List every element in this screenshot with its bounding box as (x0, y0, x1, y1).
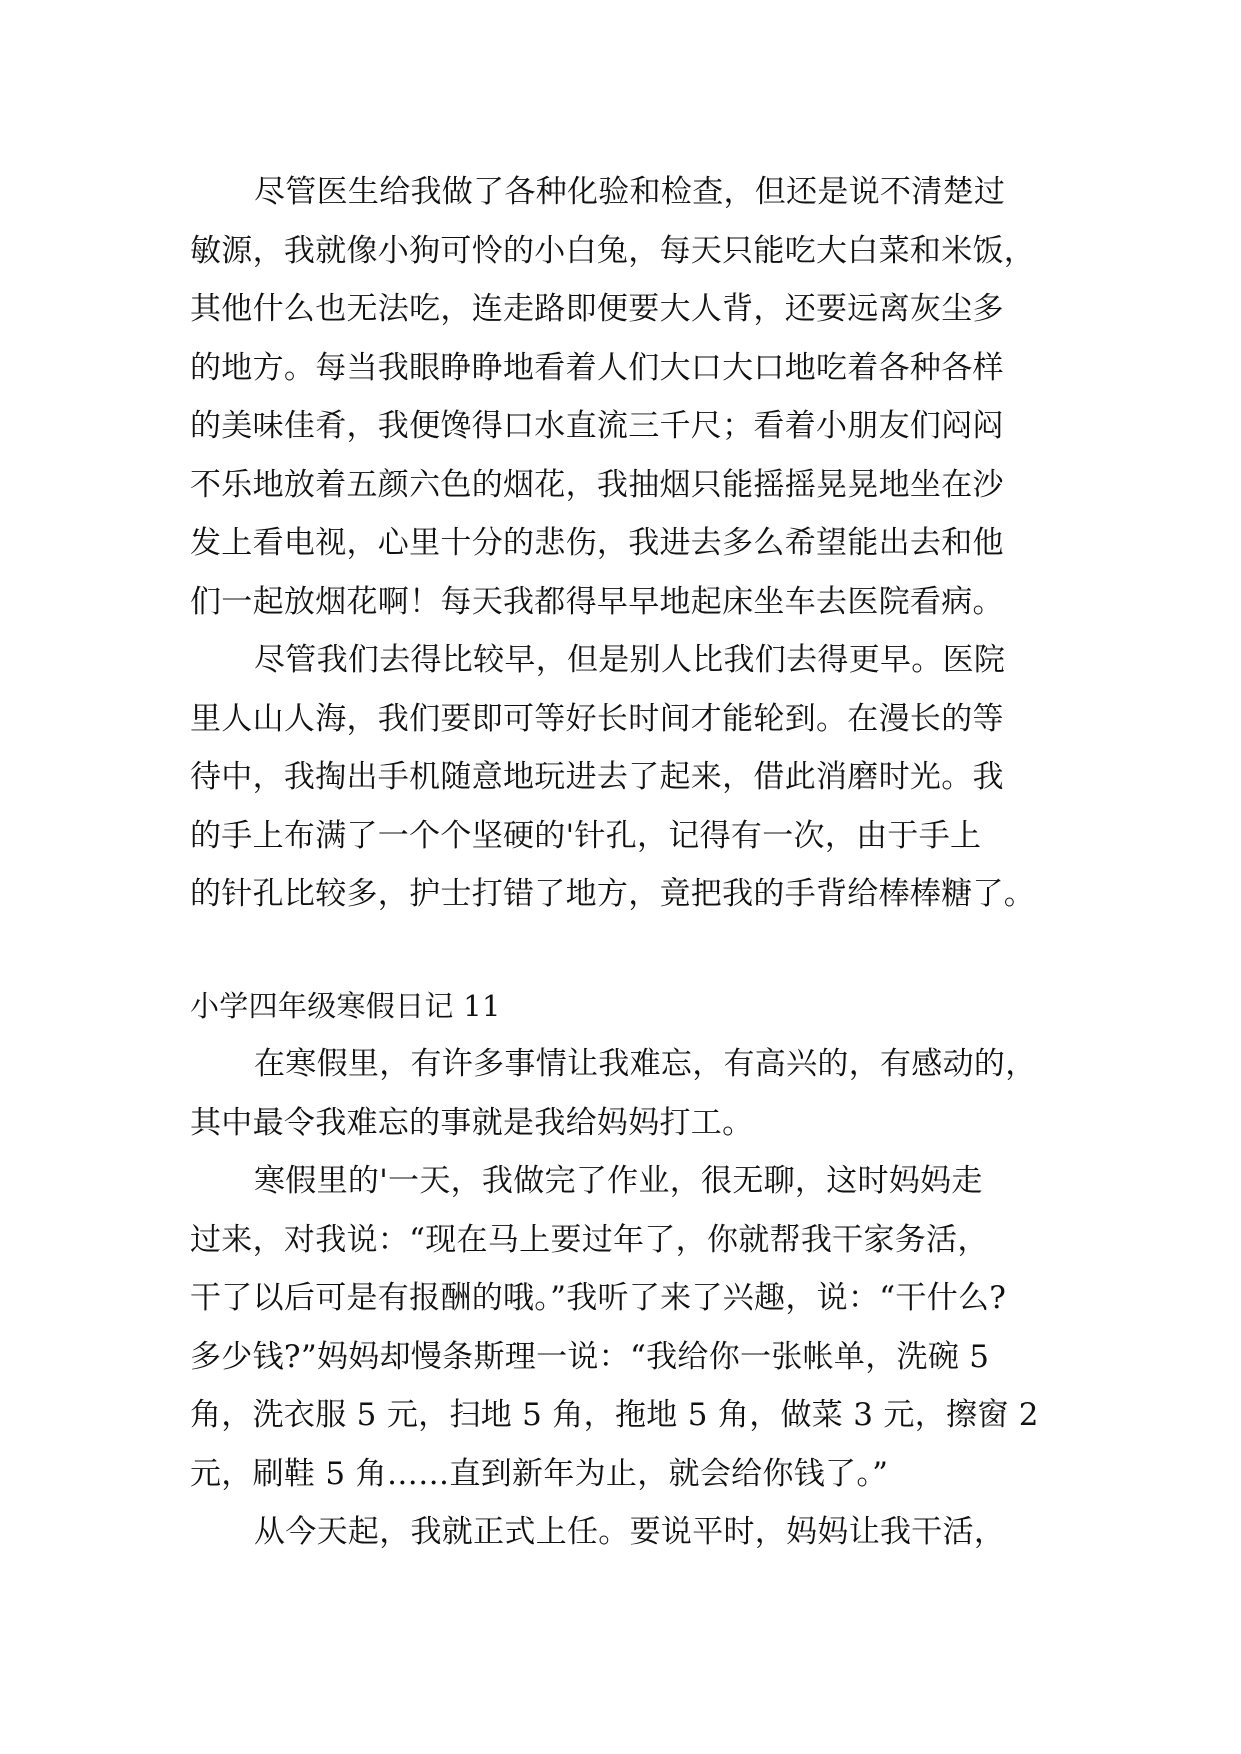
text-line: 寒假里的'一天，我做完了作业，很无聊，这时妈妈走 (254, 1163, 983, 1199)
document-body (190, 163, 1070, 1562)
section-spacer (190, 924, 1070, 977)
paragraph-2 (190, 631, 1070, 924)
text-line: 发上看电视，心里十分的悲伤，我进去多么希望能出去和他 (190, 525, 1004, 561)
text-line: 从今天起，我就正式上任。要说平时，妈妈让我干活， (254, 1514, 1006, 1550)
section-title: 小学四年级寒假日记 11 (190, 988, 501, 1023)
paragraph-3 (190, 1035, 1070, 1152)
text-line: 尽管医生给我做了各种化验和检查，但还是说不清楚过 (254, 174, 1006, 210)
text-line: 的针孔比较多，护士打错了地方，竟把我的手背给棒棒糖了。 (190, 876, 1036, 912)
text-line: 里人山人海，我们要即可等好长时间才能轮到。在漫长的等 (190, 700, 1004, 737)
text-line: 干了以后可是有报酬的哦。”我听了来了兴趣，说：“干什么? (190, 1280, 1007, 1316)
text-line: 过来，对我说：“现在马上要过年了，你就帮我干家务活， (190, 1221, 989, 1258)
paragraph-4 (190, 1152, 1070, 1503)
text-line: 的地方。每当我眼睁睁地看着人们大口大口地吃着各种各样 (190, 349, 1004, 386)
text-line: 们一起放烟花啊！每天我都得早早地起床坐车去医院看病。 (190, 583, 1004, 620)
paragraph-5 (190, 1503, 1070, 1562)
text-line: 其中最令我难忘的事就是我给妈妈打工。 (190, 1104, 754, 1141)
text-line: 的美味佳肴，我便馋得口水直流三千尺；看着小朋友们闷闷 (190, 408, 1004, 444)
paragraph-1 (190, 163, 1070, 631)
text-line: 尽管我们去得比较早，但是别人比我们去得更早。医院 (254, 642, 1006, 678)
text-line: 的手上布满了一个个坚硬的'针孔，记得有一次，由于手上 (190, 817, 982, 854)
text-line: 其他什么也无法吃，连走路即便要大人背，还要远离灰尘多 (190, 291, 1004, 327)
text-line: 不乐地放着五颜六色的烟花，我抽烟只能摇摇晃晃地坐在沙 (190, 466, 1004, 503)
text-line: 敏源，我就像小狗可怜的小白兔，每天只能吃大白菜和米饭， (190, 232, 1036, 269)
text-line: 元，刷鞋 5 角……直到新年为止，就会给你钱了。” (190, 1455, 889, 1492)
text-line: 多少钱?”妈妈却慢条斯理一说：“我给你一张帐单，洗碗 5 (190, 1338, 990, 1375)
text-line: 在寒假里，有许多事情让我难忘，有高兴的，有感动的， (254, 1046, 1037, 1082)
text-line: 待中，我掏出手机随意地玩进去了起来，借此消磨时光。我 (190, 759, 1004, 795)
text-line: 角，洗衣服 5 元，扫地 5 角，拖地 5 角，做菜 3 元，擦窗 2 (190, 1397, 1039, 1433)
